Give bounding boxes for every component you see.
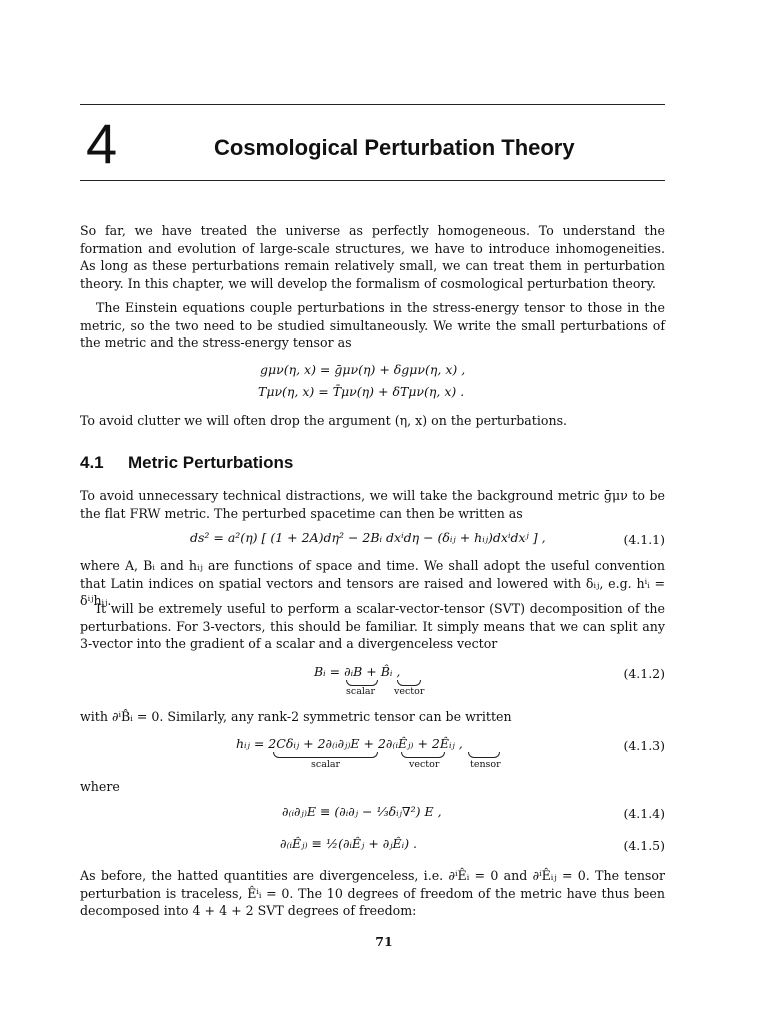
page-number: 71 — [375, 934, 393, 949]
chapter-number: 4 — [86, 112, 117, 175]
eq3-tensor-brace — [468, 752, 500, 758]
equation-tensor-decomposition — [236, 736, 463, 751]
intro-paragraph-3: To avoid clutter we will often drop the argument (η, x) on the perturbations. — [80, 413, 568, 428]
section-paragraph-4: with ∂ⁱB̂ᵢ = 0. Similarly, any rank-2 symmetric tensor can be written — [80, 709, 512, 724]
eq3-tensor-term: 2Êᵢⱼ — [431, 736, 455, 751]
eq3-vector-term: 2∂₍ᵢÊⱼ₎ — [377, 736, 414, 751]
equation-vector-decomposition — [314, 664, 400, 679]
chapter-title: Cosmological Perturbation Theory — [214, 135, 575, 160]
eq2-vector-label: vector — [394, 686, 425, 697]
equation-line-element: ds² = a²(η) [ (1 + 2A)dη² − 2Bᵢ dxⁱdη − (δᵢⱼ + hᵢⱼ)dxⁱdxʲ ] , — [190, 530, 546, 545]
eq3-plus-1: + — [359, 736, 378, 751]
equation-number-1: (4.1.1) — [623, 532, 665, 547]
eq2-end: , — [392, 664, 401, 679]
equation-number-4: (4.1.4) — [623, 806, 665, 821]
equation-number-5: (4.1.5) — [623, 838, 665, 853]
section-paragraph-1: To avoid unnecessary technical distractions, we will take the background metric ḡμν to be the flat FRW metric. The perturbed spacetime can then be written as — [80, 488, 665, 521]
eq3-scalar-brace — [273, 752, 378, 758]
equation-number-3: (4.1.3) — [623, 738, 665, 753]
eq2-plus: + — [362, 664, 381, 679]
intro-paragraph-1: So far, we have treated the universe as perfectly homogeneous. To understand the formation and evolution of large-scale structures, we have to introduce inhomogeneities. As long as these perturbations remain relatively small, we can treat them in perturbation theory. In this chapter, we will develop the formalism of cosmological perturbation theory. — [80, 223, 665, 291]
section-paragraph-5: As before, the hatted quantities are divergenceless, i.e. ∂ⁱÊᵢ = 0 and ∂ⁱÊᵢⱼ = 0. The tensor perturbation is traceless, Êⁱᵢ = 0. The 10 degrees of freedom of the metric have thus been decomposed into 4 + 4 + 2 SVT degrees of freedom: — [80, 868, 665, 918]
intro-paragraph-2: The Einstein equations couple perturbations in the stress-energy tensor to those in the metric, so the two need to be studied simultaneously. We write the small perturbations of the metric and the stress-energy tensor as — [80, 300, 665, 350]
eq3-scalar-term: 2Cδᵢⱼ + 2∂₍ᵢ∂ⱼ₎E — [268, 736, 360, 751]
eq2-scalar-label: scalar — [346, 686, 376, 697]
eq2-lhs: Bᵢ = — [314, 664, 345, 679]
where-label: where — [80, 779, 120, 794]
equation-stress-split: Tμν(η, x) = T̄μν(η) + δTμν(η, x) . — [258, 384, 465, 399]
equation-traceless-operator: ∂₍ᵢ∂ⱼ₎E ≡ (∂ᵢ∂ⱼ − ⅓δᵢⱼ∇²) E , — [282, 804, 442, 819]
section-number: 4.1 — [80, 453, 104, 472]
eq2-scalar-term: ∂ᵢB — [344, 664, 363, 679]
eq3-vector-brace — [401, 752, 445, 758]
eq3-end: , — [454, 736, 463, 751]
equation-number-2: (4.1.2) — [623, 666, 665, 681]
bottom-rule — [80, 180, 665, 181]
equation-metric-split: gμν(η, x) = ḡμν(η) + δgμν(η, x) , — [260, 362, 466, 377]
top-rule — [80, 104, 665, 105]
eq3-scalar-label: scalar — [311, 759, 341, 770]
equation-symmetrized-derivative: ∂₍ᵢÊⱼ₎ ≡ ½(∂ᵢÊⱼ + ∂ⱼÊᵢ) . — [280, 836, 418, 851]
eq3-lhs: hᵢⱼ = — [236, 736, 269, 751]
section-paragraph-2: where A, Bᵢ and hᵢⱼ are functions of space and time. We shall adopt the useful convention that Latin indices on spatial vectors and tensors are raised and lowered with δᵢⱼ, e.g. hⁱᵢ = δⁱʲhᵢⱼ. — [80, 558, 665, 608]
eq3-tensor-label: tensor — [470, 759, 501, 770]
eq3-vector-label: vector — [409, 759, 440, 770]
eq2-vector-term: B̂ᵢ — [380, 664, 393, 679]
section-paragraph-3: It will be extremely useful to perform a scalar-vector-tensor (SVT) decomposition of the perturbations. For 3-vectors, this should be familiar. It simply means that we can split any 3-vector into the gradient of a scalar and a divergenceless vector — [80, 601, 665, 651]
section-heading — [80, 453, 293, 473]
eq3-plus-2: + — [413, 736, 432, 751]
section-title: Metric Perturbations — [128, 453, 294, 472]
